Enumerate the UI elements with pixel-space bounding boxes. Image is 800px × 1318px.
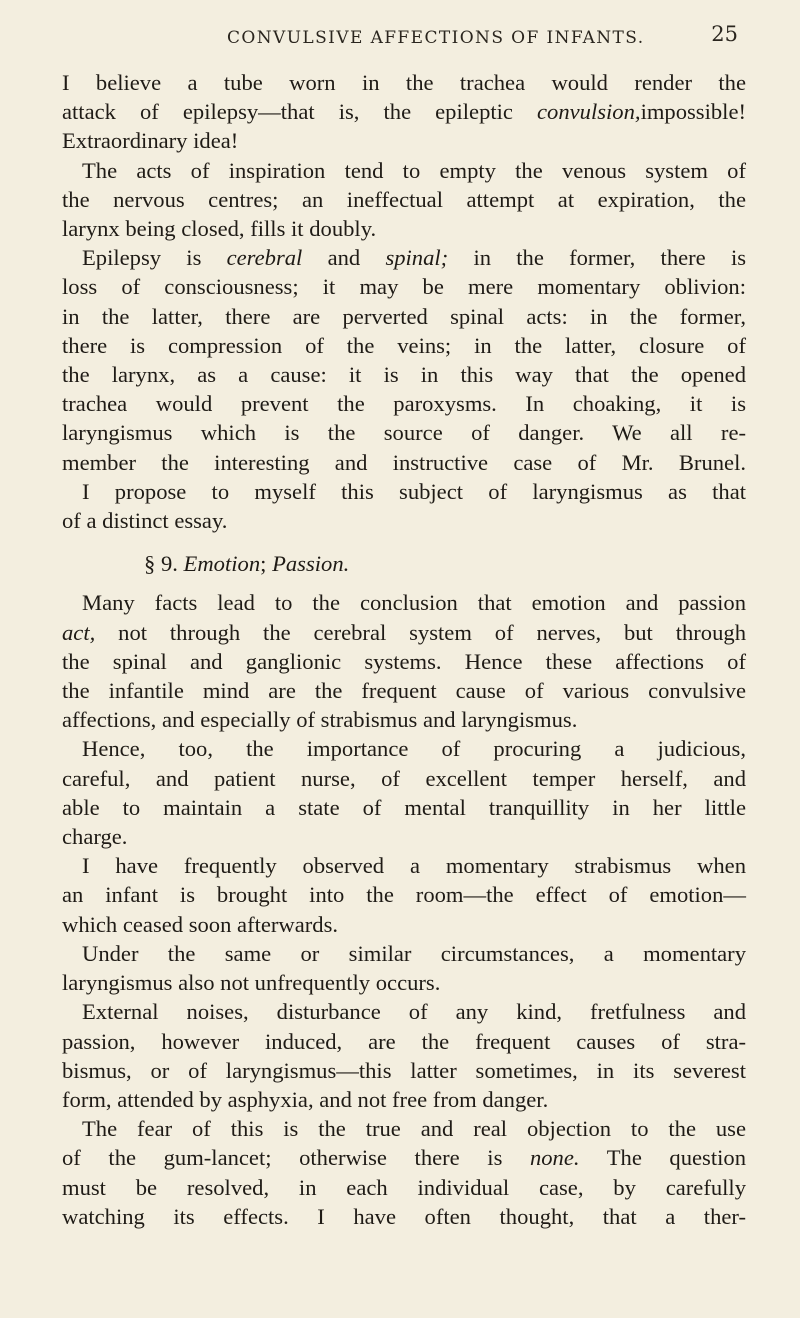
text-line: I have frequently observed a momentary strabismus when bbox=[82, 853, 746, 879]
text-line: watching its effects. I have often thought, that a ther- bbox=[62, 1203, 746, 1229]
text-line: of a distinct essay. bbox=[62, 508, 228, 534]
text-line: passion, however induced, are the frequent causes of stra- bbox=[62, 1028, 746, 1054]
text-line: the infantile mind are the frequent cause of various convulsive bbox=[62, 678, 746, 704]
text-line: laryngismus which is the source of danger. We all re- bbox=[62, 420, 746, 446]
text-line: I believe a tube worn in the trachea would render the bbox=[62, 70, 746, 95]
text-line: charge. bbox=[62, 824, 128, 850]
page-header bbox=[62, 20, 742, 48]
text-line: the nervous centres; an ineffectual attempt at expiration, the bbox=[62, 186, 746, 212]
text-line: the larynx, as a cause: it is in this way that the opened bbox=[62, 362, 746, 388]
text-line: which ceased soon afterwards. bbox=[62, 911, 339, 937]
text-line: I propose to myself this subject of laryngismus as that bbox=[82, 478, 746, 504]
text-line: larynx being closed, fills it doubly. bbox=[62, 216, 377, 242]
text-line: the spinal and ganglionic systems. Hence these affections of bbox=[62, 648, 746, 674]
text-line: External noises, disturbance of any kind, fretfulness and bbox=[82, 999, 746, 1025]
running-head: CONVULSIVE AFFECTIONS OF INFANTS. bbox=[227, 28, 645, 48]
text-line: The acts of inspiration tend to empty the venous system of bbox=[82, 157, 746, 183]
text-line: must be resolved, in each individual case, by carefully bbox=[62, 1174, 746, 1200]
text-line: form, attended by asphyxia, and not free from danger. bbox=[62, 1086, 549, 1112]
text-line: Extraordinary idea! bbox=[62, 128, 239, 154]
section-heading: § 9. Emotion; Passion. bbox=[144, 551, 350, 577]
section-title-passion: Passion. bbox=[272, 551, 350, 577]
text-line: laryngismus also not unfrequently occurs. bbox=[62, 970, 441, 996]
italic-word: act, bbox=[62, 619, 96, 645]
page-number: 25 bbox=[711, 22, 738, 46]
text-line: Many facts lead to the conclusion that emotion and passion bbox=[82, 590, 746, 616]
text-line: Under the same or similar circumstances, a momentary bbox=[82, 940, 746, 966]
section-title-emotion: Emotion bbox=[183, 551, 261, 577]
text-line: act, not through the cerebral system of nerves, but through bbox=[62, 619, 746, 645]
text-line: member the interesting and instructive case of Mr. Brunel. bbox=[62, 449, 746, 475]
text-line: Epilepsy is cerebral and spinal; in the former, there is bbox=[82, 245, 747, 271]
text-line: an infant is brought into the room—the effect of emotion— bbox=[62, 882, 746, 908]
text-line: careful, and patient nurse, of excellent temper herself, and bbox=[62, 765, 746, 791]
text-line: trachea would prevent the paroxysms. In choaking, it is bbox=[62, 391, 746, 417]
text-line: of the gum-lancet; otherwise there is none. The question bbox=[62, 1145, 746, 1171]
text-line: in the latter, there are perverted spinal acts: in the former, bbox=[62, 303, 746, 329]
italic-word: cerebral bbox=[226, 245, 303, 271]
text-line: affections, and especially of strabismus and laryngismus. bbox=[62, 707, 578, 733]
text-line: Hence, too, the importance of procuring a judicious, bbox=[82, 736, 746, 762]
text-line: able to maintain a state of mental tranquillity in her little bbox=[62, 794, 746, 820]
text-line: there is compression of the veins; in the latter, closure of bbox=[62, 332, 746, 358]
text-line: The fear of this is the true and real objection to the use bbox=[82, 1116, 746, 1142]
text-line: bismus, or of laryngismus—this latter sometimes, in its severest bbox=[62, 1057, 746, 1083]
italic-word: none. bbox=[529, 1145, 580, 1171]
text-line: loss of consciousness; it may be mere momentary oblivion: bbox=[62, 274, 746, 300]
italic-word: spinal; bbox=[385, 245, 449, 271]
body-text bbox=[62, 68, 746, 1231]
text-line: attack of epilepsy—that is, the epileptic convulsion,impossible! bbox=[62, 99, 746, 125]
italic-word: convulsion, bbox=[537, 99, 641, 125]
